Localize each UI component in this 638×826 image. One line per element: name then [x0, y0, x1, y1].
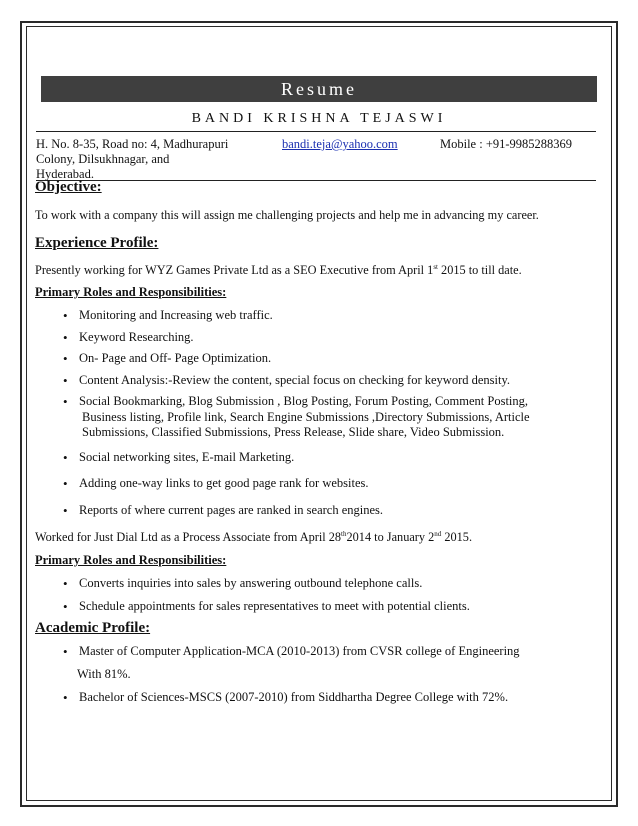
address-line: Colony, Dilsukhnagar, and — [36, 152, 170, 166]
list-item: • On- Page and Off- Page Optimization. — [63, 351, 272, 367]
objective-text: To work with a company this will assign me challenging projects and help me in advancing my career. — [35, 208, 539, 222]
list-item: • Social networking sites, E-mail Marketing. — [63, 449, 295, 465]
list-item: • Adding one-way links to get good page rank for websites. — [63, 476, 369, 492]
list-item: • Content Analysis:-Review the content, special focus on checking for keyword density. — [63, 372, 511, 388]
roles-list-2 — [35, 576, 567, 614]
address-line: Hyderabad. — [36, 167, 94, 181]
list-item: • Schedule appointments for sales representatives to meet with potential clients. — [63, 598, 470, 614]
resume-body — [35, 179, 567, 706]
email-link[interactable]: bandi.teja@yahoo.com — [282, 137, 398, 151]
roles-heading-2: Primary Roles and Responsibilities: — [35, 553, 227, 568]
list-item: • Master of Computer Application-MCA (2010-2013) from CVSR college of Engineering — [63, 644, 520, 660]
job-1: Presently working for WYZ Games Private Ltd as a SEO Executive from April 1st 2015 to till date. — [35, 263, 522, 278]
contact-mobile: Mobile : +91-9985288369 — [440, 137, 573, 151]
list-item: • Monitoring and Increasing web traffic. — [63, 308, 273, 324]
list-item: • Reports of where current pages are ranked in search engines. — [63, 502, 384, 518]
academic-list — [35, 644, 567, 706]
roles-heading-1: Primary Roles and Responsibilities: — [35, 285, 227, 300]
candidate-name: BANDI KRISHNA TEJASWI — [191, 111, 447, 126]
roles-list-1 — [35, 308, 567, 518]
contact-address — [36, 137, 228, 182]
academic-heading: Academic Profile: — [35, 620, 151, 637]
list-item-continuation: With 81%. — [77, 666, 131, 681]
contact-email — [282, 137, 398, 152]
job-2: Worked for Just Dial Ltd as a Process Associate from April 28th2014 to January 2nd 2015. — [35, 530, 473, 545]
address-line: H. No. 8-35, Road no: 4, Madhurapuri — [36, 137, 229, 151]
objective-heading: Objective: — [35, 179, 102, 195]
list-item: • Converts inquiries into sales by answering outbound telephone calls. — [63, 576, 423, 592]
experience-heading: Experience Profile: — [35, 235, 159, 251]
divider-top — [36, 131, 596, 132]
list-item: • Keyword Researching. — [63, 329, 194, 345]
list-item: • Social Bookmarking, Blog Submission , Blog Posting, Forum Posting, Comment Posting, Business listing, Profile link, Search Engine Submissions ,Directory Submissions, Article Submissions, Classified Submissions, Press Release, Slide share, Video Submission. — [63, 394, 530, 440]
list-item: • Bachelor of Sciences-MSCS (2007-2010) from Siddhartha Degree College with 72%. — [63, 690, 509, 706]
resume-title: Resume — [41, 76, 597, 102]
